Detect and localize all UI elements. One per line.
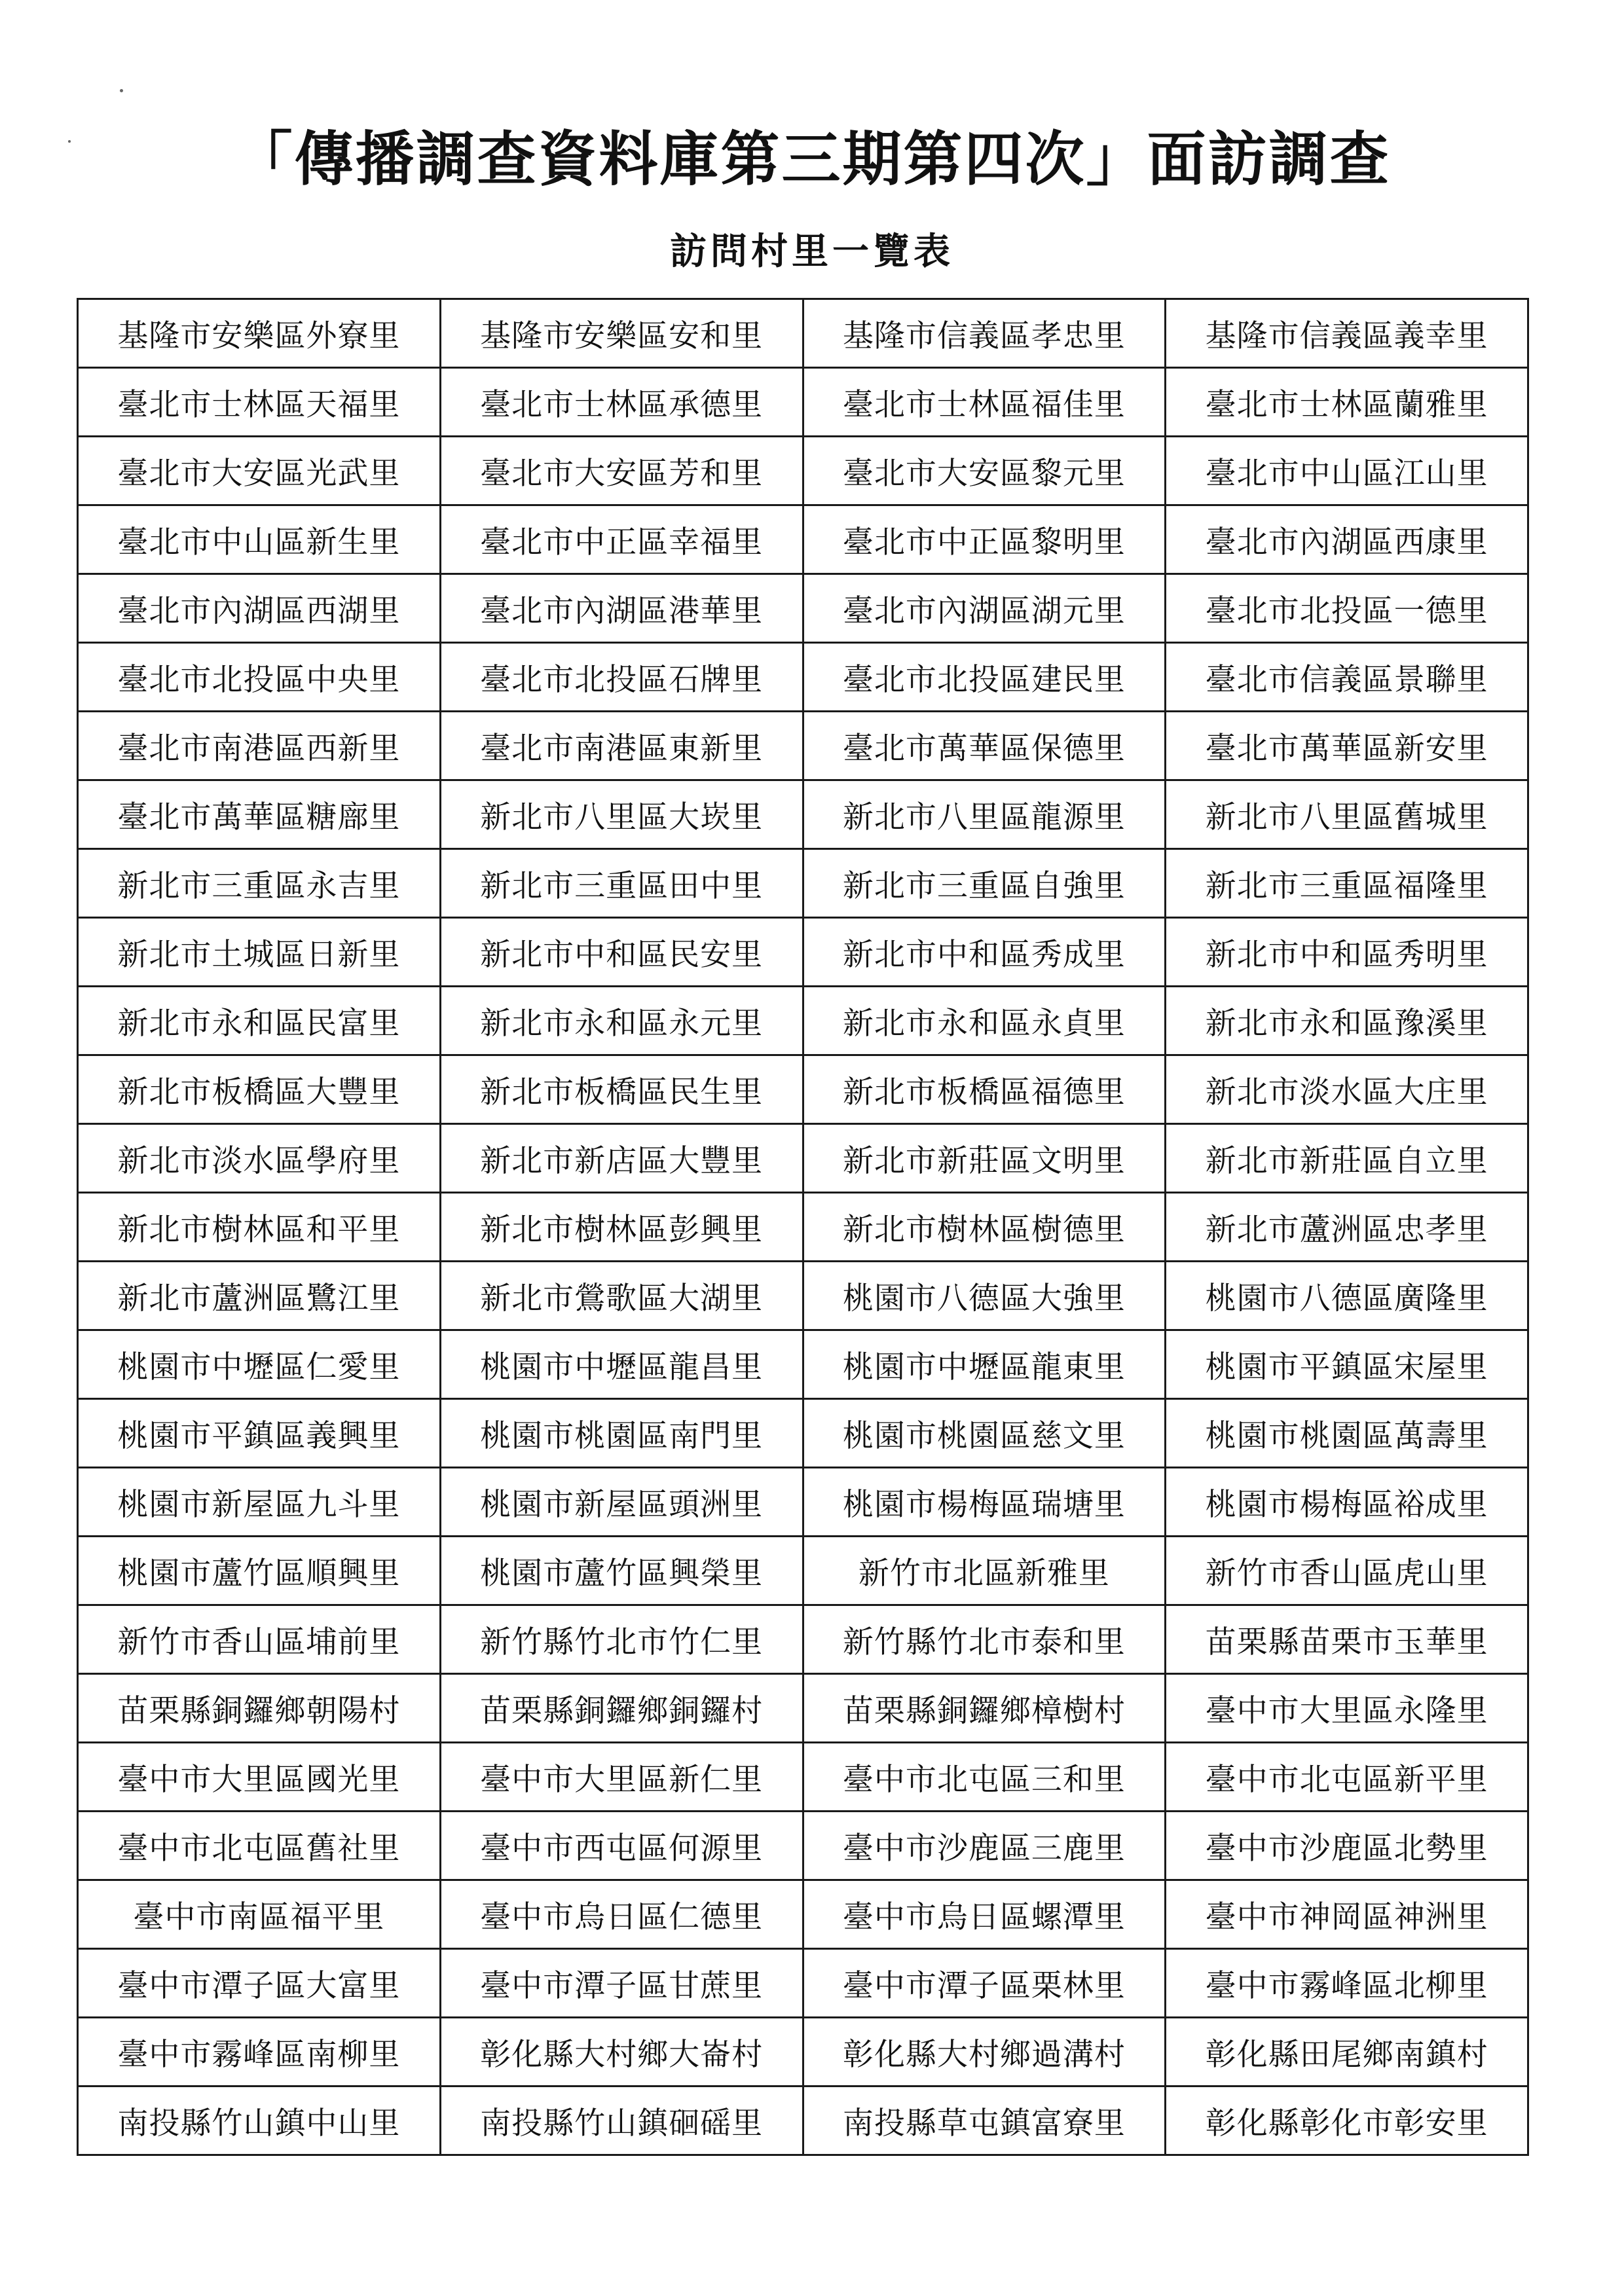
village-cell: 基隆市信義區義幸里 [1166,299,1528,368]
table-row [78,2086,1528,2155]
village-cell: 臺北市士林區天福里 [78,368,441,437]
village-cell: 南投縣竹山鎮中山里 [78,2086,441,2155]
village-cell: 苗栗縣銅鑼鄉朝陽村 [78,1674,441,1743]
village-cell: 新北市新莊區文明里 [803,1124,1166,1193]
village-cell: 新竹市香山區埔前里 [78,1605,441,1674]
table-row [78,1674,1528,1743]
village-cell: 桃園市蘆竹區順興里 [78,1537,441,1605]
village-table-body [78,299,1528,2155]
village-cell: 臺北市北投區一德里 [1166,574,1528,643]
village-cell: 臺中市烏日區螺潭里 [803,1880,1166,1949]
village-cell: 新北市三重區自強里 [803,849,1166,918]
village-cell: 臺北市內湖區港華里 [440,574,803,643]
village-cell: 臺中市烏日區仁德里 [440,1880,803,1949]
village-cell: 彰化縣大村鄉過溝村 [803,2018,1166,2086]
table-row [78,368,1528,437]
village-cell: 新北市中和區秀明里 [1166,918,1528,987]
village-cell: 新北市八里區舊城里 [1166,780,1528,849]
village-cell: 新北市樹林區彭興里 [440,1193,803,1262]
village-cell: 苗栗縣銅鑼鄉銅鑼村 [440,1674,803,1743]
table-row [78,1949,1528,2018]
village-cell: 臺中市潭子區甘蔗里 [440,1949,803,2018]
village-cell: 基隆市安樂區安和里 [440,299,803,368]
table-row [78,1605,1528,1674]
table-row [78,574,1528,643]
village-cell: 臺北市南港區東新里 [440,712,803,780]
village-cell: 臺北市內湖區西康里 [1166,505,1528,574]
village-cell: 臺北市北投區中央里 [78,643,441,712]
village-cell: 基隆市信義區孝忠里 [803,299,1166,368]
page-subtitle: 訪問村里一覽表 [670,230,954,273]
village-cell: 新北市樹林區和平里 [78,1193,441,1262]
village-cell: 臺中市北屯區新平里 [1166,1743,1528,1812]
village-cell: 桃園市桃園區慈文里 [803,1399,1166,1468]
table-row [78,1743,1528,1812]
village-cell: 新竹縣竹北市竹仁里 [440,1605,803,1674]
village-cell: 新北市樹林區樹德里 [803,1193,1166,1262]
village-cell: 臺中市沙鹿區北勢里 [1166,1812,1528,1880]
village-cell: 彰化縣大村鄉大崙村 [440,2018,803,2086]
village-cell: 桃園市桃園區南門里 [440,1399,803,1468]
village-cell: 新北市蘆洲區鷺江里 [78,1262,441,1330]
village-cell: 新竹市香山區虎山里 [1166,1537,1528,1605]
page-title: 「傳播調查資料庫第三期第四次」面訪調查 [233,124,1391,194]
village-cell: 基隆市安樂區外寮里 [78,299,441,368]
village-cell: 桃園市蘆竹區興榮里 [440,1537,803,1605]
village-cell: 桃園市中壢區龍東里 [803,1330,1166,1399]
village-cell: 桃園市新屋區九斗里 [78,1468,441,1537]
table-row [78,712,1528,780]
village-cell: 桃園市平鎮區宋屋里 [1166,1330,1528,1399]
village-cell: 臺北市士林區承德里 [440,368,803,437]
village-cell: 新北市鶯歌區大湖里 [440,1262,803,1330]
village-cell: 臺中市潭子區栗林里 [803,1949,1166,2018]
village-cell: 臺北市中正區黎明里 [803,505,1166,574]
table-row [78,849,1528,918]
village-cell: 臺北市萬華區糖廍里 [78,780,441,849]
village-cell: 彰化縣田尾鄉南鎮村 [1166,2018,1528,2086]
village-cell: 臺北市中山區江山里 [1166,437,1528,505]
village-cell: 臺北市萬華區保德里 [803,712,1166,780]
village-cell: 臺北市中正區幸福里 [440,505,803,574]
village-cell: 新北市板橋區福德里 [803,1055,1166,1124]
village-cell: 桃園市楊梅區瑞塘里 [803,1468,1166,1537]
village-cell: 新北市永和區永貞里 [803,987,1166,1055]
village-cell: 新北市土城區日新里 [78,918,441,987]
village-cell: 桃園市桃園區萬壽里 [1166,1399,1528,1468]
village-cell: 新北市新莊區自立里 [1166,1124,1528,1193]
village-cell: 臺中市潭子區大富里 [78,1949,441,2018]
village-cell: 臺中市北屯區三和里 [803,1743,1166,1812]
table-row [78,987,1528,1055]
village-cell: 桃園市中壢區龍昌里 [440,1330,803,1399]
table-row [78,780,1528,849]
table-row [78,1124,1528,1193]
village-cell: 臺北市萬華區新安里 [1166,712,1528,780]
village-cell: 臺中市神岡區神洲里 [1166,1880,1528,1949]
village-cell: 臺北市大安區黎元里 [803,437,1166,505]
village-cell: 新竹市北區新雅里 [803,1537,1166,1605]
village-cell: 新北市八里區龍源里 [803,780,1166,849]
table-row [78,1193,1528,1262]
table-row [78,1880,1528,1949]
village-cell: 臺北市士林區蘭雅里 [1166,368,1528,437]
village-cell: 彰化縣彰化市彰安里 [1166,2086,1528,2155]
village-cell: 新北市三重區福隆里 [1166,849,1528,918]
village-cell: 臺北市信義區景聯里 [1166,643,1528,712]
village-cell: 新北市蘆洲區忠孝里 [1166,1193,1528,1262]
village-cell: 臺北市大安區光武里 [78,437,441,505]
village-cell: 新北市永和區永元里 [440,987,803,1055]
scan-speck [120,89,123,92]
village-cell: 桃園市八德區廣隆里 [1166,1262,1528,1330]
village-table [77,298,1529,2156]
village-cell: 臺北市內湖區西湖里 [78,574,441,643]
village-cell: 臺中市霧峰區北柳里 [1166,1949,1528,2018]
village-cell: 新北市永和區民富里 [78,987,441,1055]
village-cell: 新北市永和區豫溪里 [1166,987,1528,1055]
village-cell: 新北市板橋區大豐里 [78,1055,441,1124]
table-row [78,643,1528,712]
table-row [78,1055,1528,1124]
village-cell: 新北市新店區大豐里 [440,1124,803,1193]
village-cell: 新北市中和區秀成里 [803,918,1166,987]
village-cell: 臺北市北投區石牌里 [440,643,803,712]
table-row [78,1330,1528,1399]
village-cell: 新北市三重區永吉里 [78,849,441,918]
village-cell: 桃園市平鎮區義興里 [78,1399,441,1468]
table-row [78,918,1528,987]
village-cell: 臺中市北屯區舊社里 [78,1812,441,1880]
village-cell: 苗栗縣銅鑼鄉樟樹村 [803,1674,1166,1743]
village-cell: 桃園市中壢區仁愛里 [78,1330,441,1399]
village-cell: 臺中市西屯區何源里 [440,1812,803,1880]
village-cell: 南投縣竹山鎮硘磘里 [440,2086,803,2155]
village-cell: 臺北市內湖區湖元里 [803,574,1166,643]
village-cell: 臺中市大里區國光里 [78,1743,441,1812]
table-row [78,1262,1528,1330]
village-cell: 新北市三重區田中里 [440,849,803,918]
village-cell: 新北市板橋區民生里 [440,1055,803,1124]
village-cell: 南投縣草屯鎮富寮里 [803,2086,1166,2155]
village-cell: 臺中市南區福平里 [78,1880,441,1949]
village-cell: 臺中市霧峰區南柳里 [78,2018,441,2086]
village-cell: 臺北市士林區福佳里 [803,368,1166,437]
table-row [78,1399,1528,1468]
village-cell: 臺北市中山區新生里 [78,505,441,574]
table-row [78,1537,1528,1605]
village-cell: 桃園市新屋區頭洲里 [440,1468,803,1537]
village-cell: 臺中市大里區永隆里 [1166,1674,1528,1743]
table-row [78,1812,1528,1880]
table-row [78,437,1528,505]
village-cell: 新竹縣竹北市泰和里 [803,1605,1166,1674]
village-cell: 桃園市楊梅區裕成里 [1166,1468,1528,1537]
village-cell: 臺北市南港區西新里 [78,712,441,780]
village-cell: 臺中市大里區新仁里 [440,1743,803,1812]
village-cell: 桃園市八德區大強里 [803,1262,1166,1330]
table-row [78,505,1528,574]
village-cell: 臺中市沙鹿區三鹿里 [803,1812,1166,1880]
village-cell: 苗栗縣苗栗市玉華里 [1166,1605,1528,1674]
village-cell: 新北市中和區民安里 [440,918,803,987]
table-row [78,299,1528,368]
village-cell: 新北市淡水區大庄里 [1166,1055,1528,1124]
village-cell: 臺北市大安區芳和里 [440,437,803,505]
village-cell: 新北市淡水區學府里 [78,1124,441,1193]
village-cell: 新北市八里區大崁里 [440,780,803,849]
village-cell: 臺北市北投區建民里 [803,643,1166,712]
table-row [78,2018,1528,2086]
table-row [78,1468,1528,1537]
